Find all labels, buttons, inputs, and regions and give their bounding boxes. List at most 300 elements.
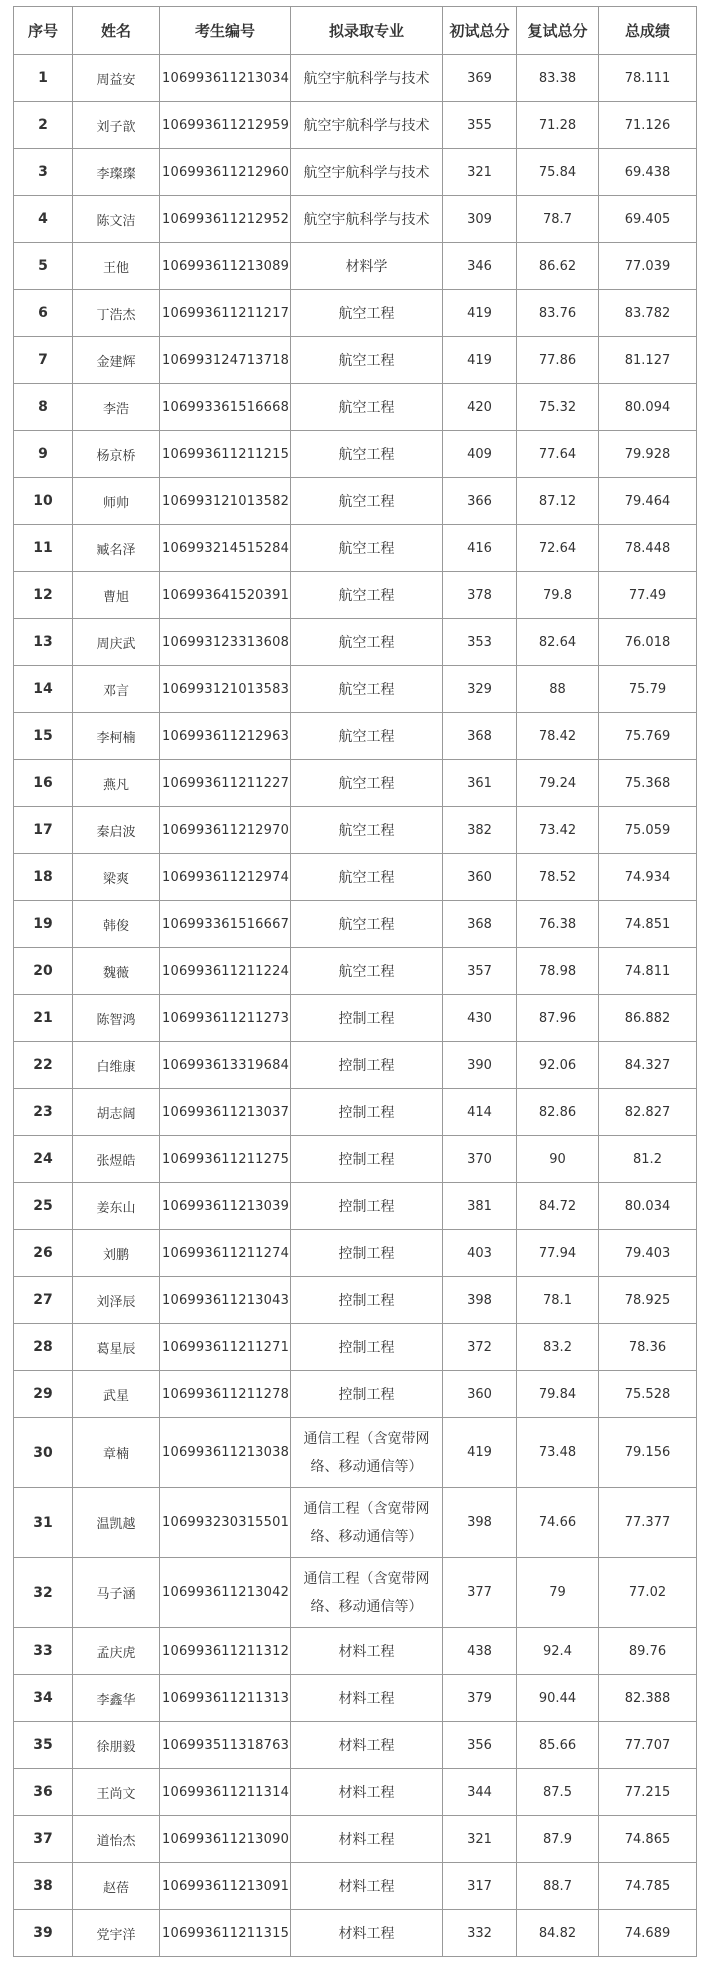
cell-retest-score: 79.84 — [517, 1371, 599, 1418]
cell-no: 5 — [14, 243, 73, 290]
cell-no: 31 — [14, 1488, 73, 1558]
cell-major: 航空工程 — [291, 384, 443, 431]
cell-no: 36 — [14, 1769, 73, 1816]
cell-major: 航空宇航科学与技术 — [291, 149, 443, 196]
cell-name: 燕凡 — [73, 760, 160, 807]
table-row — [14, 290, 697, 337]
cell-exam-id: 106993611212974 — [160, 854, 291, 901]
cell-total-score: 86.882 — [599, 995, 697, 1042]
cell-major: 航空工程 — [291, 525, 443, 572]
cell-total-score: 77.02 — [599, 1558, 697, 1628]
cell-name: 王他 — [73, 243, 160, 290]
cell-major: 材料工程 — [291, 1863, 443, 1910]
cell-retest-score: 78.7 — [517, 196, 599, 243]
cell-retest-score: 79.8 — [517, 572, 599, 619]
cell-exam-id: 106993611213089 — [160, 243, 291, 290]
cell-exam-id: 106993123313608 — [160, 619, 291, 666]
cell-total-score: 78.36 — [599, 1324, 697, 1371]
cell-exam-id: 106993361516668 — [160, 384, 291, 431]
cell-total-score: 79.156 — [599, 1418, 697, 1488]
cell-exam-id: 106993611211271 — [160, 1324, 291, 1371]
cell-exam-id: 106993611211274 — [160, 1230, 291, 1277]
cell-exam-id: 106993611211313 — [160, 1675, 291, 1722]
table-row — [14, 431, 697, 478]
table-row — [14, 995, 697, 1042]
cell-initial-score: 357 — [443, 948, 517, 995]
table-row — [14, 1371, 697, 1418]
table-row — [14, 948, 697, 995]
cell-no: 2 — [14, 102, 73, 149]
cell-name: 刘泽辰 — [73, 1277, 160, 1324]
cell-total-score: 69.438 — [599, 149, 697, 196]
cell-retest-score: 87.9 — [517, 1816, 599, 1863]
table-row — [14, 1136, 697, 1183]
cell-retest-score: 71.28 — [517, 102, 599, 149]
cell-no: 17 — [14, 807, 73, 854]
cell-exam-id: 106993611213038 — [160, 1418, 291, 1488]
cell-initial-score: 382 — [443, 807, 517, 854]
cell-total-score: 84.327 — [599, 1042, 697, 1089]
cell-initial-score: 309 — [443, 196, 517, 243]
cell-no: 29 — [14, 1371, 73, 1418]
cell-total-score: 75.79 — [599, 666, 697, 713]
cell-no: 12 — [14, 572, 73, 619]
cell-no: 25 — [14, 1183, 73, 1230]
cell-initial-score: 361 — [443, 760, 517, 807]
cell-initial-score: 403 — [443, 1230, 517, 1277]
cell-no: 6 — [14, 290, 73, 337]
cell-total-score: 78.925 — [599, 1277, 697, 1324]
cell-retest-score: 73.42 — [517, 807, 599, 854]
cell-exam-id: 106993611211275 — [160, 1136, 291, 1183]
table-row — [14, 1910, 697, 1957]
cell-exam-id: 106993611213091 — [160, 1863, 291, 1910]
cell-initial-score: 360 — [443, 1371, 517, 1418]
cell-major: 材料工程 — [291, 1628, 443, 1675]
header-name: 姓名 — [73, 7, 160, 55]
cell-name: 秦启波 — [73, 807, 160, 854]
header-major: 拟录取专业 — [291, 7, 443, 55]
cell-major: 航空工程 — [291, 760, 443, 807]
cell-exam-id: 106993611212960 — [160, 149, 291, 196]
cell-initial-score: 419 — [443, 337, 517, 384]
cell-total-score: 81.2 — [599, 1136, 697, 1183]
cell-exam-id: 106993611211273 — [160, 995, 291, 1042]
table-row — [14, 243, 697, 290]
cell-initial-score: 398 — [443, 1488, 517, 1558]
cell-retest-score: 77.86 — [517, 337, 599, 384]
table-row — [14, 619, 697, 666]
cell-exam-id: 106993611211227 — [160, 760, 291, 807]
cell-retest-score: 78.98 — [517, 948, 599, 995]
cell-retest-score: 73.48 — [517, 1418, 599, 1488]
cell-no: 10 — [14, 478, 73, 525]
cell-major: 航空宇航科学与技术 — [291, 55, 443, 102]
cell-initial-score: 321 — [443, 1816, 517, 1863]
table-row — [14, 102, 697, 149]
cell-no: 13 — [14, 619, 73, 666]
cell-major: 通信工程（含宽带网络、移动通信等） — [291, 1488, 443, 1558]
cell-no: 1 — [14, 55, 73, 102]
cell-total-score: 82.388 — [599, 1675, 697, 1722]
table-row — [14, 1230, 697, 1277]
cell-exam-id: 106993230315501 — [160, 1488, 291, 1558]
cell-name: 韩俊 — [73, 901, 160, 948]
cell-exam-id: 106993611211312 — [160, 1628, 291, 1675]
cell-initial-score: 366 — [443, 478, 517, 525]
cell-no: 23 — [14, 1089, 73, 1136]
cell-exam-id: 106993611213090 — [160, 1816, 291, 1863]
cell-total-score: 77.377 — [599, 1488, 697, 1558]
table-row — [14, 854, 697, 901]
cell-initial-score: 419 — [443, 1418, 517, 1488]
cell-no: 4 — [14, 196, 73, 243]
cell-no: 39 — [14, 1910, 73, 1957]
cell-major: 材料工程 — [291, 1769, 443, 1816]
cell-initial-score: 398 — [443, 1277, 517, 1324]
table-row — [14, 1558, 697, 1628]
cell-initial-score: 332 — [443, 1910, 517, 1957]
cell-exam-id: 106993121013582 — [160, 478, 291, 525]
table-row — [14, 1863, 697, 1910]
cell-major: 航空工程 — [291, 666, 443, 713]
cell-name: 道怡杰 — [73, 1816, 160, 1863]
cell-exam-id: 106993611213043 — [160, 1277, 291, 1324]
cell-initial-score: 420 — [443, 384, 517, 431]
cell-retest-score: 82.64 — [517, 619, 599, 666]
cell-no: 24 — [14, 1136, 73, 1183]
cell-major: 控制工程 — [291, 1136, 443, 1183]
cell-initial-score: 368 — [443, 901, 517, 948]
cell-initial-score: 353 — [443, 619, 517, 666]
cell-name: 李浩 — [73, 384, 160, 431]
cell-retest-score: 84.72 — [517, 1183, 599, 1230]
cell-no: 3 — [14, 149, 73, 196]
cell-exam-id: 106993611213037 — [160, 1089, 291, 1136]
table-row — [14, 149, 697, 196]
cell-major: 控制工程 — [291, 1277, 443, 1324]
cell-initial-score: 377 — [443, 1558, 517, 1628]
cell-name: 周益安 — [73, 55, 160, 102]
cell-initial-score: 378 — [443, 572, 517, 619]
cell-retest-score: 86.62 — [517, 243, 599, 290]
table-row — [14, 807, 697, 854]
cell-total-score: 75.368 — [599, 760, 697, 807]
table-row — [14, 1722, 697, 1769]
table-row — [14, 1089, 697, 1136]
cell-no: 34 — [14, 1675, 73, 1722]
cell-total-score: 74.865 — [599, 1816, 697, 1863]
cell-total-score: 74.785 — [599, 1863, 697, 1910]
cell-retest-score: 79 — [517, 1558, 599, 1628]
cell-name: 杨京桥 — [73, 431, 160, 478]
cell-initial-score: 414 — [443, 1089, 517, 1136]
cell-retest-score: 83.38 — [517, 55, 599, 102]
cell-no: 18 — [14, 854, 73, 901]
cell-exam-id: 106993611212970 — [160, 807, 291, 854]
cell-major: 航空工程 — [291, 619, 443, 666]
cell-name: 臧名泽 — [73, 525, 160, 572]
cell-major: 航空宇航科学与技术 — [291, 196, 443, 243]
cell-total-score: 79.403 — [599, 1230, 697, 1277]
cell-name: 胡志阔 — [73, 1089, 160, 1136]
cell-major: 控制工程 — [291, 1089, 443, 1136]
cell-no: 38 — [14, 1863, 73, 1910]
cell-retest-score: 72.64 — [517, 525, 599, 572]
cell-name: 金建辉 — [73, 337, 160, 384]
cell-name: 陈智鸿 — [73, 995, 160, 1042]
cell-retest-score: 78.1 — [517, 1277, 599, 1324]
header-retest-score: 复试总分 — [517, 7, 599, 55]
cell-no: 26 — [14, 1230, 73, 1277]
cell-no: 37 — [14, 1816, 73, 1863]
table-row — [14, 1816, 697, 1863]
cell-no: 9 — [14, 431, 73, 478]
cell-total-score: 71.126 — [599, 102, 697, 149]
cell-name: 王尚文 — [73, 1769, 160, 1816]
cell-major: 通信工程（含宽带网络、移动通信等） — [291, 1418, 443, 1488]
cell-name: 张煜皓 — [73, 1136, 160, 1183]
cell-no: 11 — [14, 525, 73, 572]
cell-exam-id: 106993611211314 — [160, 1769, 291, 1816]
cell-major: 材料工程 — [291, 1722, 443, 1769]
cell-initial-score: 368 — [443, 713, 517, 760]
cell-name: 武星 — [73, 1371, 160, 1418]
cell-name: 葛星辰 — [73, 1324, 160, 1371]
cell-retest-score: 74.66 — [517, 1488, 599, 1558]
cell-name: 李柯楠 — [73, 713, 160, 760]
cell-retest-score: 75.84 — [517, 149, 599, 196]
cell-no: 28 — [14, 1324, 73, 1371]
cell-total-score: 79.928 — [599, 431, 697, 478]
cell-initial-score: 346 — [443, 243, 517, 290]
cell-initial-score: 321 — [443, 149, 517, 196]
cell-name: 白维康 — [73, 1042, 160, 1089]
cell-retest-score: 83.2 — [517, 1324, 599, 1371]
cell-total-score: 69.405 — [599, 196, 697, 243]
cell-retest-score: 88 — [517, 666, 599, 713]
cell-total-score: 75.769 — [599, 713, 697, 760]
cell-exam-id: 106993611213039 — [160, 1183, 291, 1230]
cell-total-score: 75.059 — [599, 807, 697, 854]
cell-major: 航空工程 — [291, 901, 443, 948]
table-row — [14, 1769, 697, 1816]
cell-major: 材料学 — [291, 243, 443, 290]
cell-initial-score: 381 — [443, 1183, 517, 1230]
cell-exam-id: 106993121013583 — [160, 666, 291, 713]
table-row — [14, 1675, 697, 1722]
cell-name: 赵蓓 — [73, 1863, 160, 1910]
cell-exam-id: 106993611212959 — [160, 102, 291, 149]
cell-exam-id: 106993611212952 — [160, 196, 291, 243]
cell-total-score: 78.448 — [599, 525, 697, 572]
table-row — [14, 760, 697, 807]
cell-no: 22 — [14, 1042, 73, 1089]
table-row — [14, 1488, 697, 1558]
cell-retest-score: 78.52 — [517, 854, 599, 901]
cell-total-score: 80.034 — [599, 1183, 697, 1230]
table-row — [14, 901, 697, 948]
cell-initial-score: 317 — [443, 1863, 517, 1910]
cell-total-score: 76.018 — [599, 619, 697, 666]
cell-retest-score: 87.5 — [517, 1769, 599, 1816]
cell-major: 航空工程 — [291, 478, 443, 525]
cell-total-score: 83.782 — [599, 290, 697, 337]
cell-exam-id: 106993124713718 — [160, 337, 291, 384]
cell-initial-score: 430 — [443, 995, 517, 1042]
cell-major: 航空工程 — [291, 572, 443, 619]
cell-retest-score: 88.7 — [517, 1863, 599, 1910]
header-row — [14, 7, 697, 55]
cell-major: 材料工程 — [291, 1910, 443, 1957]
cell-initial-score: 360 — [443, 854, 517, 901]
cell-initial-score: 344 — [443, 1769, 517, 1816]
table-row — [14, 55, 697, 102]
cell-name: 姜东山 — [73, 1183, 160, 1230]
cell-total-score: 79.464 — [599, 478, 697, 525]
cell-retest-score: 85.66 — [517, 1722, 599, 1769]
header-initial-score: 初试总分 — [443, 7, 517, 55]
cell-initial-score: 379 — [443, 1675, 517, 1722]
cell-major: 材料工程 — [291, 1675, 443, 1722]
cell-retest-score: 87.12 — [517, 478, 599, 525]
table-row — [14, 1324, 697, 1371]
cell-major: 航空工程 — [291, 337, 443, 384]
cell-major: 航空工程 — [291, 807, 443, 854]
cell-exam-id: 106993611211215 — [160, 431, 291, 478]
admission-list — [13, 6, 696, 1957]
table-row — [14, 337, 697, 384]
cell-major: 控制工程 — [291, 1371, 443, 1418]
cell-initial-score: 409 — [443, 431, 517, 478]
table-row — [14, 666, 697, 713]
table-body — [14, 55, 697, 1957]
cell-retest-score: 92.06 — [517, 1042, 599, 1089]
cell-major: 控制工程 — [291, 1230, 443, 1277]
cell-no: 33 — [14, 1628, 73, 1675]
cell-name: 周庆武 — [73, 619, 160, 666]
cell-total-score: 74.934 — [599, 854, 697, 901]
cell-name: 党宇洋 — [73, 1910, 160, 1957]
cell-retest-score: 90.44 — [517, 1675, 599, 1722]
cell-no: 19 — [14, 901, 73, 948]
header-no: 序号 — [14, 7, 73, 55]
cell-exam-id: 106993361516667 — [160, 901, 291, 948]
cell-exam-id: 106993613319684 — [160, 1042, 291, 1089]
cell-total-score: 74.811 — [599, 948, 697, 995]
cell-total-score: 89.76 — [599, 1628, 697, 1675]
cell-exam-id: 106993611213042 — [160, 1558, 291, 1628]
table-row — [14, 1183, 697, 1230]
cell-no: 27 — [14, 1277, 73, 1324]
cell-no: 35 — [14, 1722, 73, 1769]
cell-major: 控制工程 — [291, 1324, 443, 1371]
cell-name: 温凯越 — [73, 1488, 160, 1558]
cell-retest-score: 83.76 — [517, 290, 599, 337]
cell-exam-id: 106993611213034 — [160, 55, 291, 102]
cell-total-score: 77.49 — [599, 572, 697, 619]
cell-name: 刘子歆 — [73, 102, 160, 149]
table-row — [14, 713, 697, 760]
cell-total-score: 77.707 — [599, 1722, 697, 1769]
cell-total-score: 77.039 — [599, 243, 697, 290]
cell-retest-score: 79.24 — [517, 760, 599, 807]
score-table — [13, 6, 697, 1957]
cell-no: 20 — [14, 948, 73, 995]
cell-major: 控制工程 — [291, 995, 443, 1042]
cell-name: 邓言 — [73, 666, 160, 713]
cell-initial-score: 390 — [443, 1042, 517, 1089]
cell-name: 刘鹏 — [73, 1230, 160, 1277]
cell-name: 孟庆虎 — [73, 1628, 160, 1675]
cell-initial-score: 369 — [443, 55, 517, 102]
cell-name: 马子涵 — [73, 1558, 160, 1628]
cell-no: 21 — [14, 995, 73, 1042]
cell-total-score: 82.827 — [599, 1089, 697, 1136]
cell-exam-id: 106993214515284 — [160, 525, 291, 572]
cell-retest-score: 87.96 — [517, 995, 599, 1042]
cell-exam-id: 106993641520391 — [160, 572, 291, 619]
cell-retest-score: 75.32 — [517, 384, 599, 431]
cell-name: 丁浩杰 — [73, 290, 160, 337]
cell-exam-id: 106993611211217 — [160, 290, 291, 337]
cell-exam-id: 106993611212963 — [160, 713, 291, 760]
cell-no: 16 — [14, 760, 73, 807]
cell-retest-score: 77.94 — [517, 1230, 599, 1277]
cell-name: 徐朋毅 — [73, 1722, 160, 1769]
cell-name: 魏薇 — [73, 948, 160, 995]
cell-no: 15 — [14, 713, 73, 760]
cell-retest-score: 90 — [517, 1136, 599, 1183]
cell-name: 李鑫华 — [73, 1675, 160, 1722]
cell-initial-score: 329 — [443, 666, 517, 713]
cell-name: 师帅 — [73, 478, 160, 525]
cell-no: 30 — [14, 1418, 73, 1488]
table-row — [14, 1042, 697, 1089]
cell-total-score: 81.127 — [599, 337, 697, 384]
cell-retest-score: 76.38 — [517, 901, 599, 948]
cell-exam-id: 106993611211224 — [160, 948, 291, 995]
cell-initial-score: 438 — [443, 1628, 517, 1675]
cell-major: 控制工程 — [291, 1042, 443, 1089]
table-row — [14, 1628, 697, 1675]
cell-retest-score: 92.4 — [517, 1628, 599, 1675]
cell-major: 航空工程 — [291, 854, 443, 901]
cell-retest-score: 78.42 — [517, 713, 599, 760]
cell-name: 陈文洁 — [73, 196, 160, 243]
cell-initial-score: 416 — [443, 525, 517, 572]
cell-major: 材料工程 — [291, 1816, 443, 1863]
cell-major: 控制工程 — [291, 1183, 443, 1230]
cell-retest-score: 77.64 — [517, 431, 599, 478]
cell-name: 梁爽 — [73, 854, 160, 901]
cell-initial-score: 355 — [443, 102, 517, 149]
cell-exam-id: 106993511318763 — [160, 1722, 291, 1769]
cell-initial-score: 356 — [443, 1722, 517, 1769]
table-row — [14, 384, 697, 431]
cell-total-score: 78.111 — [599, 55, 697, 102]
cell-initial-score: 370 — [443, 1136, 517, 1183]
cell-name: 章楠 — [73, 1418, 160, 1488]
cell-major: 航空宇航科学与技术 — [291, 102, 443, 149]
cell-major: 航空工程 — [291, 431, 443, 478]
table-row — [14, 196, 697, 243]
table-row — [14, 478, 697, 525]
table-row — [14, 1277, 697, 1324]
cell-exam-id: 106993611211315 — [160, 1910, 291, 1957]
cell-initial-score: 419 — [443, 290, 517, 337]
cell-retest-score: 84.82 — [517, 1910, 599, 1957]
